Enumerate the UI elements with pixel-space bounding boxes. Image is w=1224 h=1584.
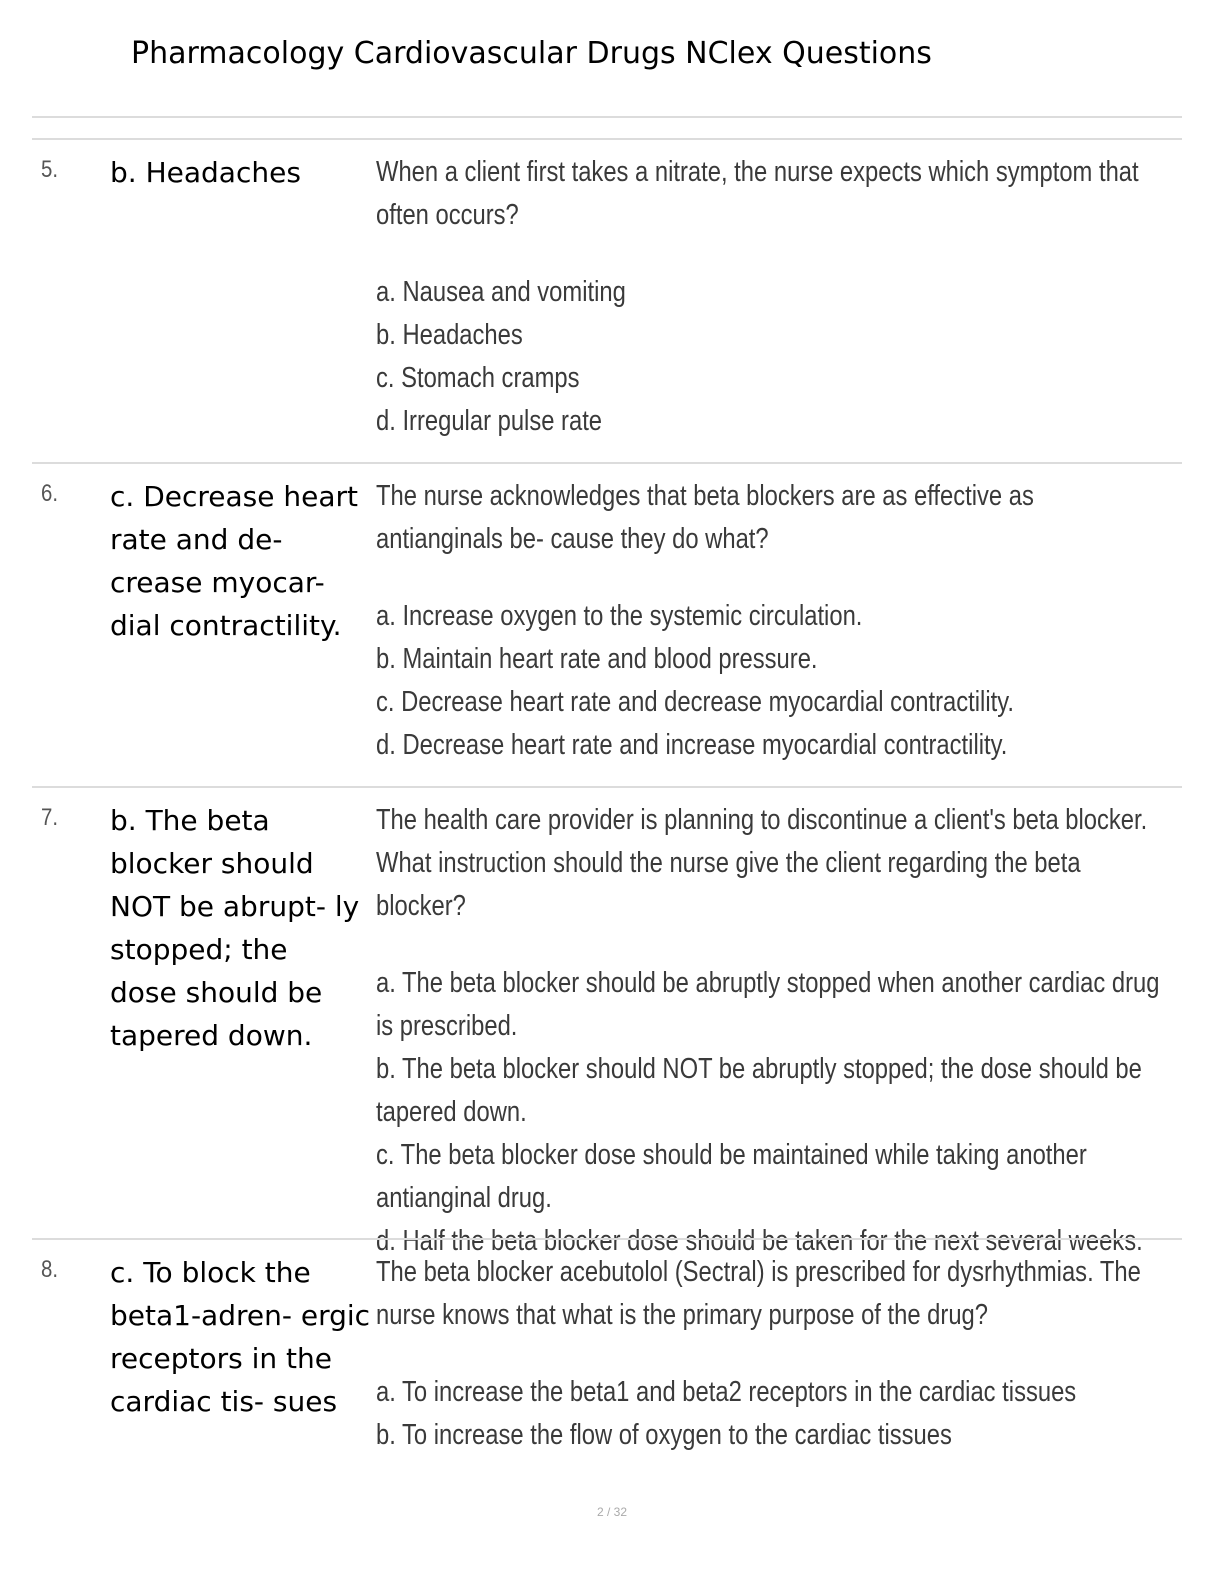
card-number: 6. xyxy=(41,480,59,507)
card-divider xyxy=(32,462,1182,464)
option-c: c. Decrease heart rate and decrease myocardial contractility. xyxy=(376,686,1014,718)
card-question-block xyxy=(376,1251,1163,1457)
card-number: 5. xyxy=(41,156,59,183)
card-question: The health care provider is planning to discontinue a client's beta blocker. What instruction should the nurse give the client regarding the beta blocker? xyxy=(376,804,1148,922)
option-a: a. To increase the beta1 and beta2 receptors in the cardiac tissues xyxy=(376,1376,1077,1408)
header-divider xyxy=(32,116,1182,118)
option-d: d. Irregular pulse rate xyxy=(376,405,603,437)
card-divider xyxy=(32,1238,1182,1240)
page-number: 2 / 32 xyxy=(596,1505,628,1519)
option-d: d. Decrease heart rate and increase myocardial contractility. xyxy=(376,729,1008,761)
flashcard-8 xyxy=(32,1238,1182,1478)
card-answer: c. Decrease heart rate and de- crease myocar- dial contractility. xyxy=(110,480,358,642)
option-a: a. Increase oxygen to the systemic circulation. xyxy=(376,600,863,632)
option-b: b. To increase the flow of oxygen to the cardiac tissues xyxy=(376,1419,952,1451)
option-b: b. The beta blocker should NOT be abruptly stopped; the dose should be tapered down. xyxy=(376,1053,1142,1128)
flashcard-6 xyxy=(32,462,1182,786)
card-divider xyxy=(32,138,1182,140)
card-question-block xyxy=(376,151,1163,443)
card-divider xyxy=(32,786,1182,788)
option-d: d. Half the beta blocker dose should be taken for the next several weeks. xyxy=(376,1225,1143,1257)
card-question-block xyxy=(376,799,1163,1263)
option-c: c. The beta blocker dose should be maintained while taking another antianginal drug. xyxy=(376,1139,1087,1214)
card-question: The nurse acknowledges that beta blockers are as effective as antianginals be- cause they do what? xyxy=(376,480,1034,555)
card-question: When a client first takes a nitrate, the nurse expects which symptom that often occurs? xyxy=(376,156,1139,231)
card-number: 8. xyxy=(41,1256,59,1283)
card-answer: c. To block the beta1-adren- ergic receptors in the cardiac tis- sues xyxy=(110,1256,371,1418)
option-b: b. Maintain heart rate and blood pressure. xyxy=(376,643,818,675)
document-title: Pharmacology Cardiovascular Drugs NClex Questions xyxy=(131,36,932,71)
option-a: a. Nausea and vomiting xyxy=(376,276,626,308)
card-answer: b. The beta blocker should NOT be abrupt- ly stopped; the dose should be tapered down. xyxy=(110,804,360,1052)
flashcard-5 xyxy=(32,138,1182,462)
flashcard-7 xyxy=(32,786,1182,1257)
option-b: b. Headaches xyxy=(376,319,523,351)
card-question: The beta blocker acebutolol (Sectral) is prescribed for dysrhythmias. The nurse knows that what is the primary purpose of the drug? xyxy=(376,1256,1141,1331)
card-answer: b. Headaches xyxy=(110,156,301,189)
option-c: c. Stomach cramps xyxy=(376,362,580,394)
card-number: 7. xyxy=(41,804,59,831)
card-question-block xyxy=(376,475,1163,767)
option-a: a. The beta blocker should be abruptly stopped when another cardiac drug is prescribed. xyxy=(376,967,1160,1042)
